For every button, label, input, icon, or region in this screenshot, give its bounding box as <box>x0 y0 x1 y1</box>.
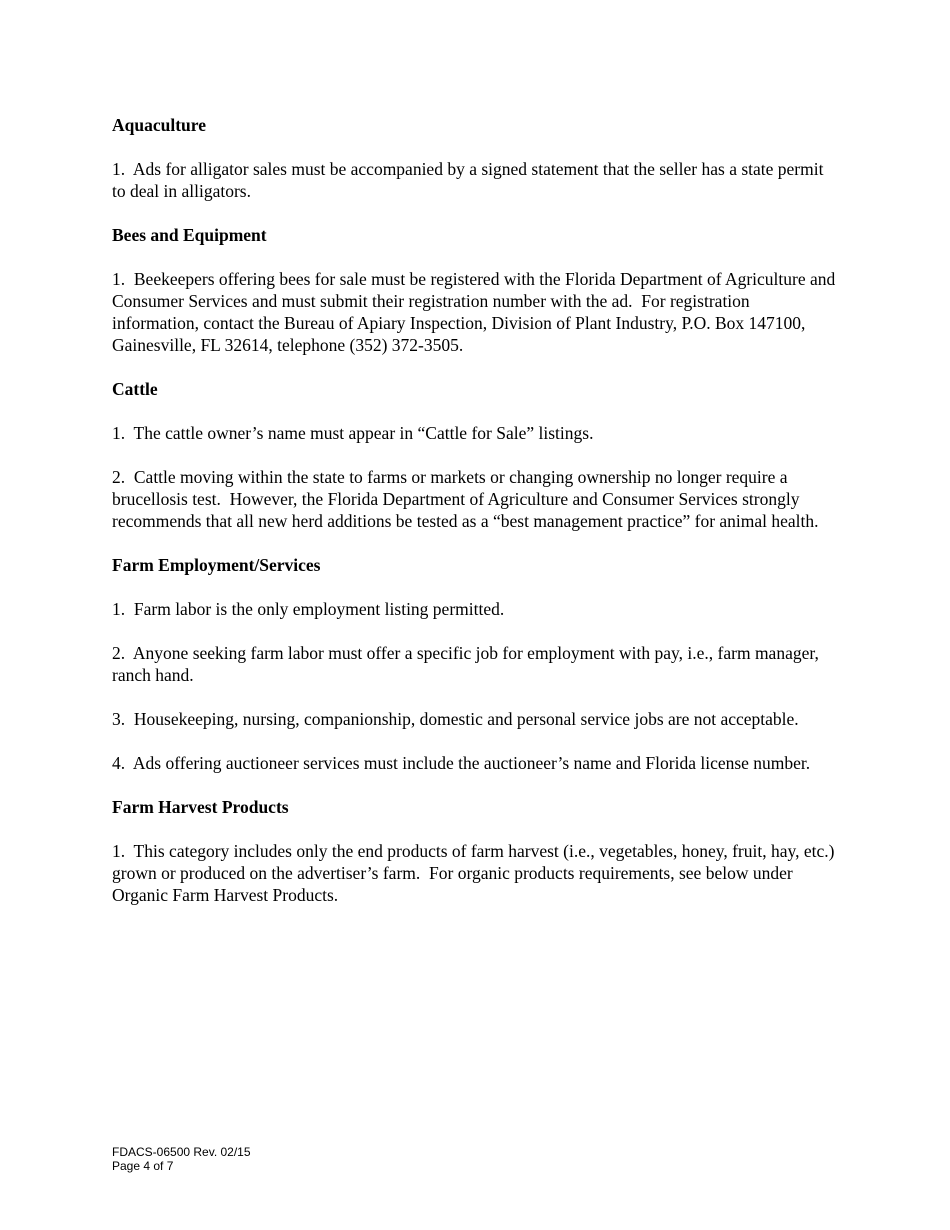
page-footer <box>112 1145 251 1173</box>
form-number: FDACS-06500 Rev. 02/15 <box>112 1145 251 1159</box>
section-paragraph: 2. Cattle moving within the state to farms or markets or changing ownership no longer require a brucellosis test. However, the Florida Department of Agriculture and Consumer Services strongly recommends that all new herd additions be tested as a “best management practice” for animal health. <box>112 467 819 531</box>
section-paragraph: 1. Ads for alligator sales must be accompanied by a signed statement that the seller has a state permit to deal in alligators. <box>112 159 828 201</box>
section-bees-and-equipment <box>112 224 840 356</box>
section-paragraph: 1. The cattle owner’s name must appear in “Cattle for Sale” listings. <box>112 423 594 443</box>
document-body <box>112 114 840 928</box>
section-paragraph: 4. Ads offering auctioneer services must include the auctioneer’s name and Florida license number. <box>112 753 811 773</box>
section-cattle <box>112 378 837 532</box>
section-heading: Cattle <box>112 379 158 399</box>
section-heading: Farm Employment/Services <box>112 555 321 575</box>
section-paragraph: 2. Anyone seeking farm labor must offer a specific job for employment with pay, i.e., farm manager, ranch hand. <box>112 643 824 685</box>
section-paragraph: 3. Housekeeping, nursing, companionship, domestic and personal service jobs are not acceptable. <box>112 709 799 729</box>
section-heading: Farm Harvest Products <box>112 797 289 817</box>
page-number: Page 4 of 7 <box>112 1159 174 1173</box>
section-heading: Aquaculture <box>112 115 206 135</box>
section-heading: Bees and Equipment <box>112 225 267 245</box>
section-farm-harvest-products <box>112 796 837 906</box>
section-paragraph: 1. Beekeepers offering bees for sale must be registered with the Florida Department of Agriculture and Consumer Services and must submit their registration number with the ad. For registration information, contact the Bureau of Apiary Inspection, Division of Plant Industry, P.O. Box 147100, Gainesville, FL 32614, telephone (352) 372-3505. <box>112 269 840 355</box>
section-paragraph: 1. This category includes only the end products of farm harvest (i.e., vegetables, honey, fruit, hay, etc.) grown or produced on the advertiser’s farm. For organic products requirements, see below under Organic Farm Harvest Products. <box>112 841 839 905</box>
section-farm-employment-services <box>112 554 837 774</box>
section-aquaculture <box>112 114 837 202</box>
section-paragraph: 1. Farm labor is the only employment listing permitted. <box>112 599 505 619</box>
